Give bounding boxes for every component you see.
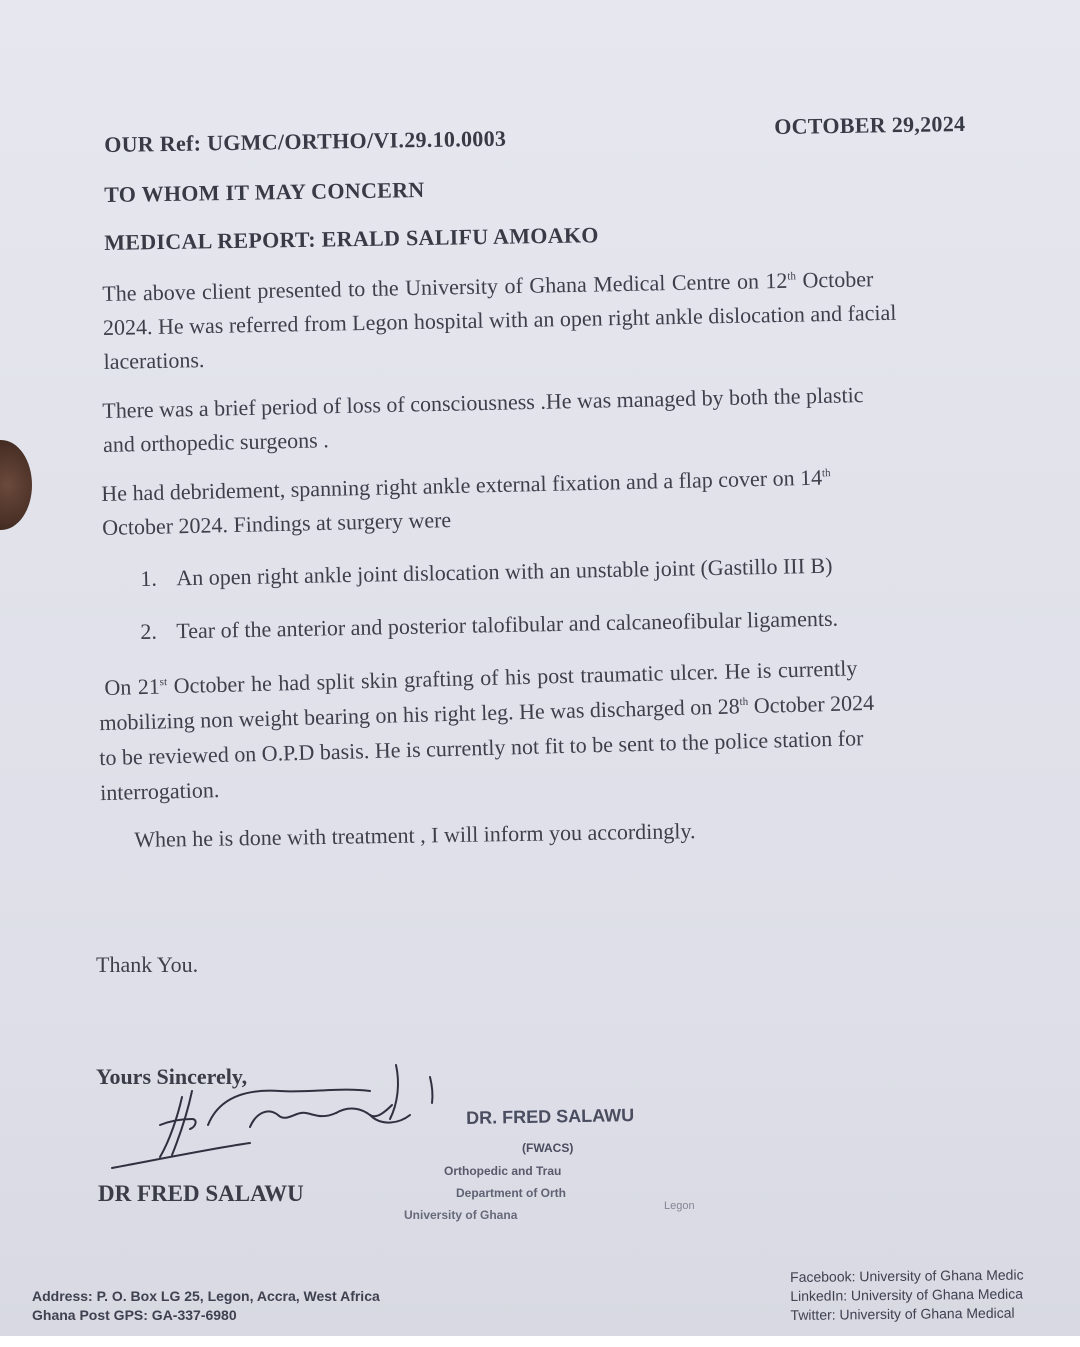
signatory-name: DR FRED SALAWU [98, 1181, 304, 1206]
letter-date: OCTOBER 29,2024 [774, 110, 966, 139]
paragraph-closing-note: When he is done with treatment , I will inform you accordingly. [134, 818, 696, 852]
footer-address-block [32, 1287, 380, 1325]
thumb-edge [0, 440, 32, 530]
p2-line2: and orthopedic surgeons . [102, 427, 329, 457]
footer-linkedin: LinkedIn: University of Ghana Medica [790, 1285, 1024, 1304]
p4-line2-end: October 2024 [747, 689, 875, 719]
reference-number: OUR Ref: UGMC/ORTHO/VI.29.10.0003 [104, 125, 507, 157]
footer-facebook: Facebook: University of Ghana Medic [790, 1266, 1024, 1285]
paragraph-surgery [101, 460, 832, 545]
findings-list [140, 549, 833, 596]
p1-line2: 2024. He was referred from Legon hospital with an open right ankle dislocation and facial [102, 299, 897, 340]
stamp-line-1: Orthopedic and Trau [444, 1164, 562, 1178]
p1-superscript: th [787, 270, 797, 283]
footer-twitter: Twitter: University of Ghana Medical [790, 1304, 1015, 1323]
findings-list-2 [140, 602, 838, 649]
closing-line: Yours Sincerely, [96, 1064, 248, 1089]
paragraph-consciousness [102, 378, 864, 462]
footer-gps: Ghana Post GPS: GA-337-6980 [32, 1307, 237, 1323]
stamp-line-3b: Legon [664, 1200, 695, 1212]
p4-line4: interrogation. [99, 777, 220, 806]
stamp-line-3: University of Ghana [404, 1208, 518, 1222]
p4-line1-start: On 21 [104, 673, 161, 700]
p1-line1-text-end: October [795, 266, 874, 293]
stamp-credential: (FWACS) [522, 1141, 574, 1155]
signature-scribble [100, 1055, 440, 1175]
footer-social-block [790, 1266, 1024, 1325]
p3-line1-text: He had debridement, spanning right ankle external fixation and a flap cover on 14 [101, 464, 823, 506]
p4-line3: to be reviewed on O.P.D basis. He is currently not fit to be sent to the police station for [98, 725, 864, 771]
p3-superscript: th [821, 467, 831, 480]
p2-line1: There was a brief period of loss of consciousness .He was managed by both the plastic [102, 382, 864, 423]
p4-line1-end: October he had split skin grafting of his post traumatic ulcer. He is currently [166, 655, 858, 699]
finding-item-2: 2. Tear of the anterior and posterior talofibular and calcaneofibular ligaments. [140, 605, 839, 644]
p1-line1-text: The above client presented to the University of Ghana Medical Centre on 12 [102, 267, 788, 306]
p1-line3: lacerations. [103, 347, 205, 374]
stamp-line-2: Department of Orth [456, 1186, 567, 1200]
p3-line2: October 2024. Findings at surgery were [101, 507, 452, 540]
paragraph-presentation [102, 262, 897, 379]
p4-line2-start: mobilizing non weight bearing on his right leg. He was discharged on 28 [99, 693, 741, 736]
salutation: TO WHOM IT MAY CONCERN [104, 176, 425, 207]
finding-item-1: 1. An open right ankle joint dislocation with an unstable joint (Gastillo III B) [140, 552, 833, 591]
report-subject: MEDICAL REPORT: ERALD SALIFU AMOAKO [104, 222, 599, 255]
bottom-margin-strip [0, 1336, 1080, 1347]
paragraph-discharge: On 21st October he had split skin grafting of his post traumatic ulcer. He is currently mobilizing non weight bearing on his right leg. He was discharged on 28th October 2024 to be reviewed on O.P.D basis. He is currently not fit to be sent to the police station for interrogation. [104, 650, 876, 810]
stamp-name: DR. FRED SALAWU [466, 1105, 635, 1128]
footer-address: Address: P. O. Box LG 25, Legon, Accra, West Africa [32, 1288, 380, 1304]
thank-you: Thank You. [96, 952, 199, 977]
